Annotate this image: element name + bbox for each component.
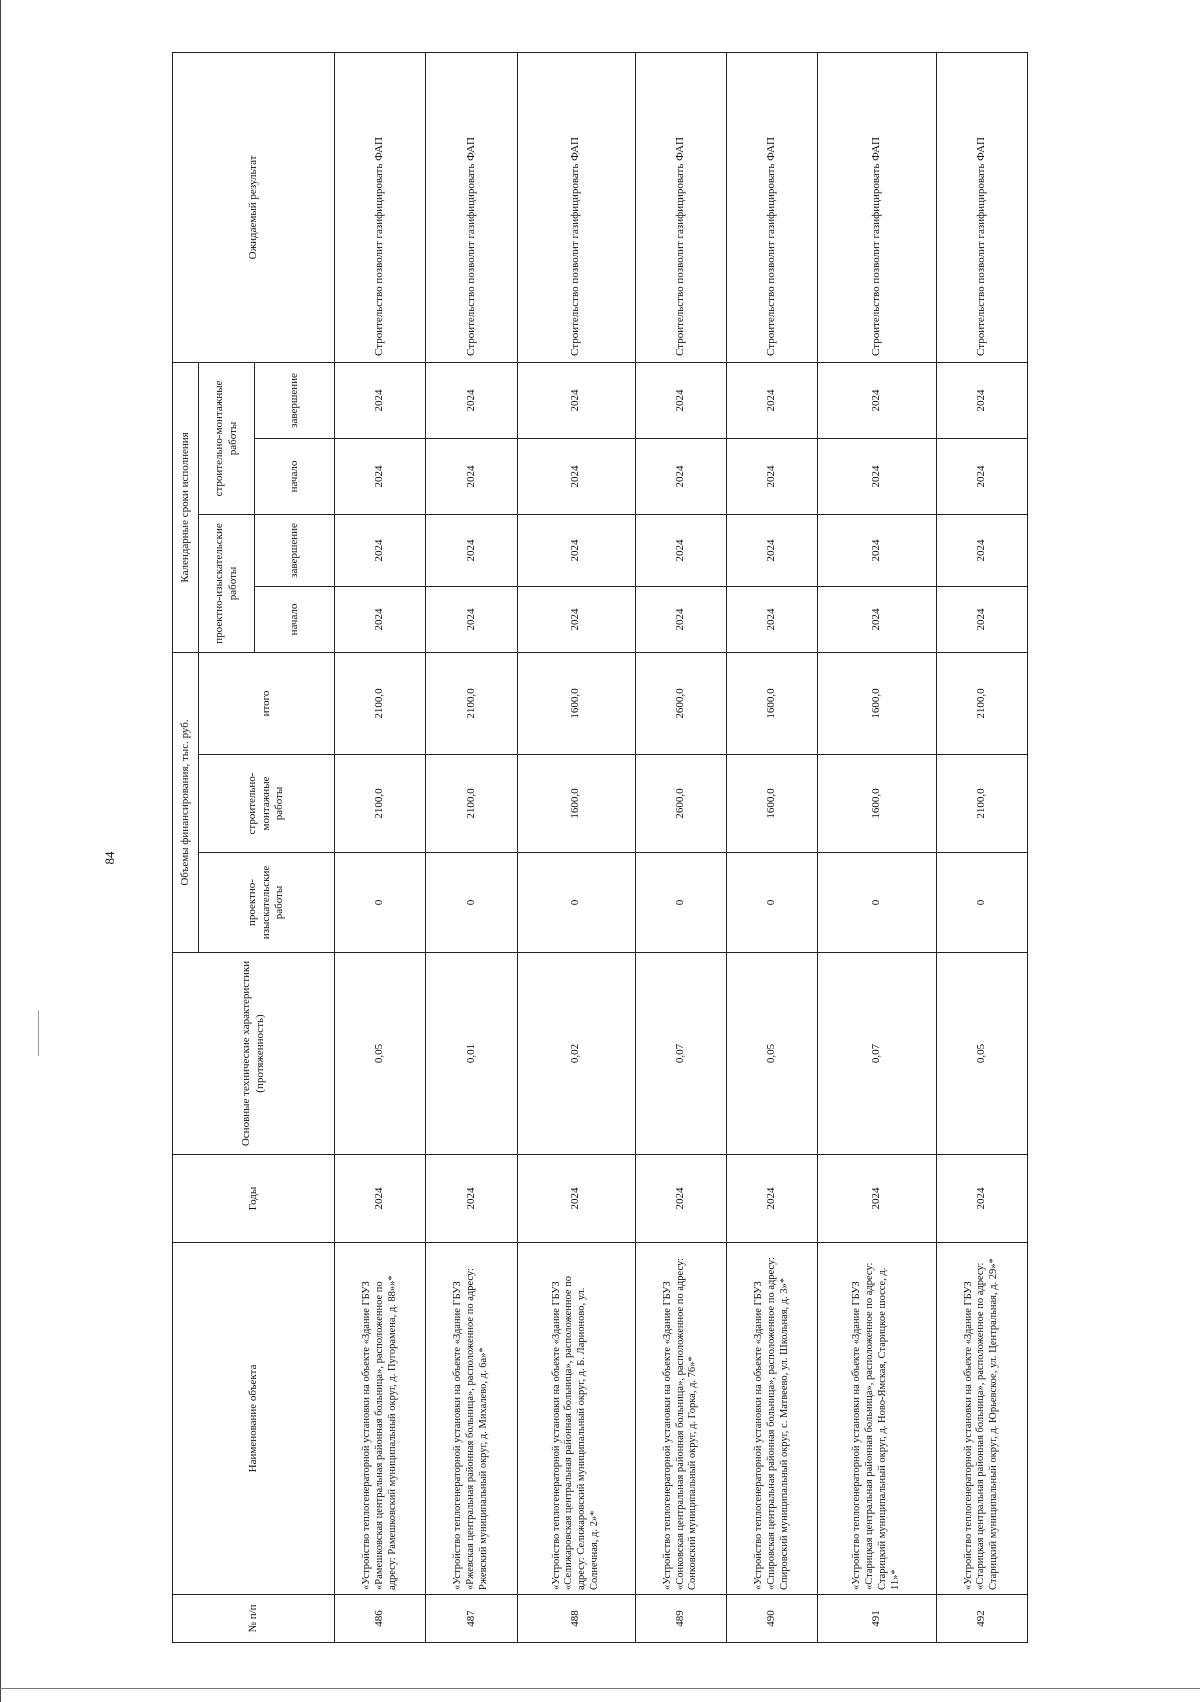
- fin-design-cell: 0: [517, 853, 635, 953]
- year-cell: 2024: [426, 1155, 517, 1243]
- table-row: [517, 52, 635, 1642]
- tech-cell: 0,05: [727, 953, 818, 1155]
- construction-end-cell: 2024: [818, 362, 936, 438]
- construction-end-cell: 2024: [936, 362, 1027, 438]
- header-finance: Объемы финансирования, тыс. руб.: [173, 652, 199, 952]
- fin-construction-cell: 2600,0: [635, 755, 726, 853]
- header-construction-start: начало: [255, 438, 335, 514]
- design-start-cell: 2024: [818, 586, 936, 652]
- fin-design-cell: 0: [426, 853, 517, 953]
- scan-border-left: [0, 0, 1, 1702]
- design-start-cell: 2024: [426, 586, 517, 652]
- header-dates-design: проектно-изыскательские работы: [199, 514, 255, 652]
- fin-total-cell: 2100,0: [936, 652, 1027, 754]
- header-fin-total: итого: [199, 652, 335, 754]
- construction-end-cell: 2024: [517, 362, 635, 438]
- year-cell: 2024: [936, 1155, 1027, 1243]
- year-cell: 2024: [517, 1155, 635, 1243]
- result-cell: Строительство позволит газифицировать ФАП: [335, 52, 426, 362]
- design-start-cell: 2024: [517, 586, 635, 652]
- object-name: «Устройство теплогенераторной установки на объекте «Здание ГБУЗ «Старицкая центральная районная больница», расположенное по адресу: Старицкий муниципальный округ, д. Юрьевское, ул. Центральная, д. 29»*: [936, 1243, 1027, 1595]
- header-tech: Основные технические характеристики (протяженность): [173, 953, 335, 1155]
- design-end-cell: 2024: [635, 514, 726, 586]
- object-name: «Устройство теплогенераторной установки на объекте «Здание ГБУЗ «Старицкая центральная районная больница», расположенное по адресу: Старицкий муниципальный округ, д. Ново-Ямская, Старицкое шоссе, д. 11»*: [818, 1243, 936, 1595]
- header-dates: Календарные сроки исполнения: [173, 362, 199, 652]
- row-num: 489: [635, 1595, 726, 1643]
- design-end-cell: 2024: [727, 514, 818, 586]
- table-row: [818, 52, 936, 1642]
- fin-total-cell: 1600,0: [818, 652, 936, 754]
- fin-design-cell: 0: [635, 853, 726, 953]
- construction-start-cell: 2024: [818, 438, 936, 514]
- fin-construction-cell: 2100,0: [936, 755, 1027, 853]
- header-fin-design: проектно-изыскательские работы: [199, 853, 335, 953]
- object-name: «Устройство теплогенераторной установки на объекте «Здание ГБУЗ «Сонковская центральная районная больница», расположенное по адресу: Сонковский муниципальный округ, д. Горка, д. 76»*: [635, 1243, 726, 1595]
- fin-construction-cell: 2100,0: [335, 755, 426, 853]
- design-start-cell: 2024: [635, 586, 726, 652]
- design-start-cell: 2024: [936, 586, 1027, 652]
- header-design-end: завершение: [255, 514, 335, 586]
- row-num: 486: [335, 1595, 426, 1643]
- fin-total-cell: 1600,0: [727, 652, 818, 754]
- row-num: 492: [936, 1595, 1027, 1643]
- fin-total-cell: 2100,0: [426, 652, 517, 754]
- tech-cell: 0,07: [635, 953, 726, 1155]
- design-end-cell: 2024: [426, 514, 517, 586]
- scan-line-bottom: [0, 1688, 1200, 1689]
- fin-total-cell: 2600,0: [635, 652, 726, 754]
- table-row: [727, 52, 818, 1642]
- design-end-cell: 2024: [335, 514, 426, 586]
- fin-design-cell: 0: [727, 853, 818, 953]
- design-end-cell: 2024: [517, 514, 635, 586]
- construction-start-cell: 2024: [426, 438, 517, 514]
- object-name: «Устройство теплогенераторной установки на объекте «Здание ГБУЗ «Рамешковская центральная районная больница», расположенное по адресу: Рамешковский муниципальный округ, д. Пугорамена, д. 88»»*: [335, 1243, 426, 1595]
- fin-construction-cell: 1600,0: [818, 755, 936, 853]
- construction-end-cell: 2024: [727, 362, 818, 438]
- objects-table: [172, 52, 1028, 1643]
- construction-start-cell: 2024: [936, 438, 1027, 514]
- fin-design-cell: 0: [818, 853, 936, 953]
- construction-end-cell: 2024: [335, 362, 426, 438]
- fin-construction-cell: 1600,0: [727, 755, 818, 853]
- result-cell: Строительство позволит газифицировать ФАП: [635, 52, 726, 362]
- row-num: 490: [727, 1595, 818, 1643]
- year-cell: 2024: [635, 1155, 726, 1243]
- construction-end-cell: 2024: [635, 362, 726, 438]
- rotated-table-wrapper: [172, 53, 1028, 1643]
- tech-cell: 0,02: [517, 953, 635, 1155]
- object-name: «Устройство теплогенераторной установки на объекте «Здание ГБУЗ «Спировская центральная районная больница», расположенное по адресу: Спировский муниципальный округ, с. Матвеево, ул. Школьная, д. 3»*: [727, 1243, 818, 1595]
- tech-cell: 0,05: [936, 953, 1027, 1155]
- header-design-start: начало: [255, 586, 335, 652]
- fin-design-cell: 0: [936, 853, 1027, 953]
- header-name: Наименование объекта: [173, 1243, 335, 1595]
- result-cell: Строительство позволит газифицировать ФАП: [936, 52, 1027, 362]
- construction-end-cell: 2024: [426, 362, 517, 438]
- year-cell: 2024: [727, 1155, 818, 1243]
- construction-start-cell: 2024: [727, 438, 818, 514]
- row-num: 487: [426, 1595, 517, 1643]
- header-dates-construction: строительно-монтажные работы: [199, 362, 255, 514]
- fin-total-cell: 1600,0: [517, 652, 635, 754]
- table-row: [936, 52, 1027, 1642]
- table-row: [335, 52, 426, 1642]
- result-cell: Строительство позволит газифицировать ФАП: [818, 52, 936, 362]
- header-construction-end: завершение: [255, 362, 335, 438]
- scan-line-mark: [38, 1010, 39, 1056]
- header-num: № п/п: [173, 1595, 335, 1643]
- year-cell: 2024: [818, 1155, 936, 1243]
- year-cell: 2024: [335, 1155, 426, 1243]
- row-num: 488: [517, 1595, 635, 1643]
- construction-start-cell: 2024: [517, 438, 635, 514]
- design-end-cell: 2024: [936, 514, 1027, 586]
- table-row: [426, 52, 517, 1642]
- header-years: Годы: [173, 1155, 335, 1243]
- object-name: «Устройство теплогенераторной установки на объекте «Здание ГБУЗ «Ржевская центральная районная больница», расположенное по адресу: Ржевский муниципальный округ, д. Михалево, д. 6а»*: [426, 1243, 517, 1595]
- design-end-cell: 2024: [818, 514, 936, 586]
- row-num: 491: [818, 1595, 936, 1643]
- result-cell: Строительство позволит газифицировать ФАП: [517, 52, 635, 362]
- design-start-cell: 2024: [335, 586, 426, 652]
- design-start-cell: 2024: [727, 586, 818, 652]
- object-name: «Устройство теплогенераторной установки на объекте «Здание ГБУЗ «Селижаровская центральная районная больница», расположенное по адресу: Селижаровский муниципальный округ, д. Б. Ларионово, ул. Солнечная, д. 2»*: [517, 1243, 635, 1595]
- result-cell: Строительство позволит газифицировать ФАП: [426, 52, 517, 362]
- result-cell: Строительство позволит газифицировать ФАП: [727, 52, 818, 362]
- page-number: 84: [102, 851, 117, 865]
- tech-cell: 0,07: [818, 953, 936, 1155]
- header-result: Ожидаемый результат: [173, 52, 335, 362]
- fin-construction-cell: 1600,0: [517, 755, 635, 853]
- tech-cell: 0,05: [335, 953, 426, 1155]
- header-fin-construction: строительно-монтажные работы: [199, 755, 335, 853]
- construction-start-cell: 2024: [335, 438, 426, 514]
- table-row: [635, 52, 726, 1642]
- fin-construction-cell: 2100,0: [426, 755, 517, 853]
- fin-total-cell: 2100,0: [335, 652, 426, 754]
- construction-start-cell: 2024: [635, 438, 726, 514]
- tech-cell: 0,01: [426, 953, 517, 1155]
- fin-design-cell: 0: [335, 853, 426, 953]
